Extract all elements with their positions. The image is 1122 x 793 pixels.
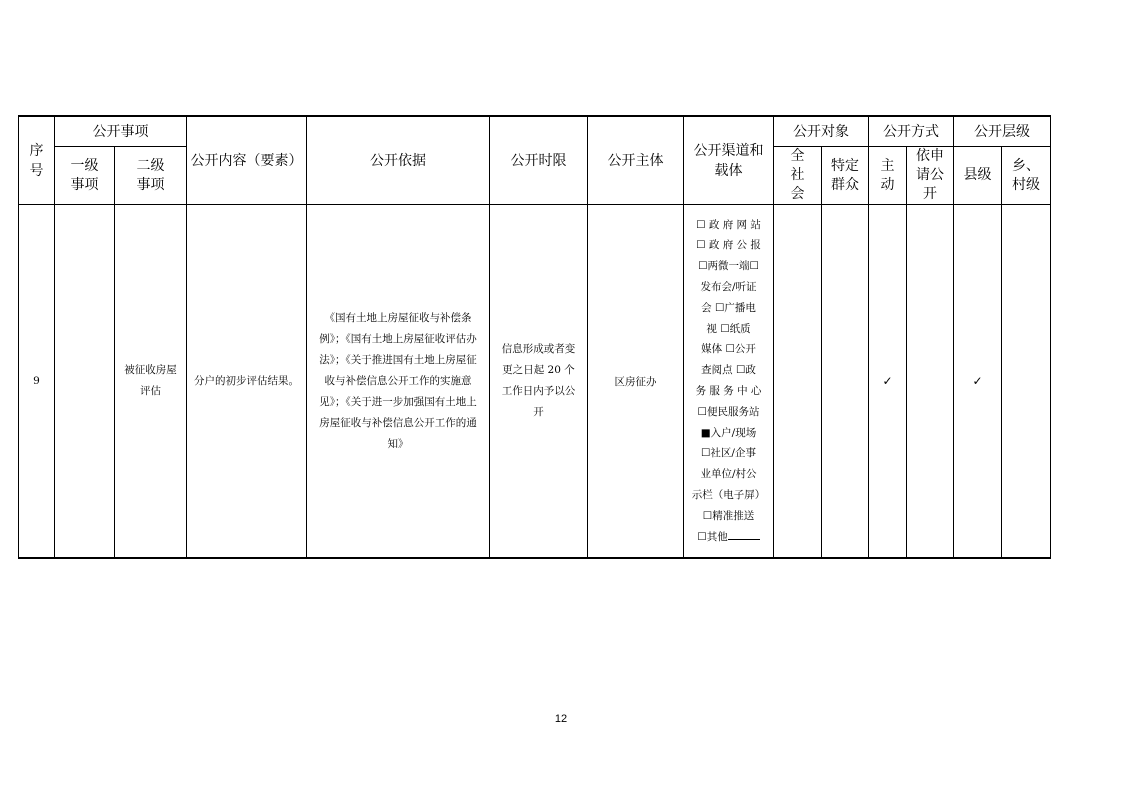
- channel-line: ☐精准推送: [702, 509, 755, 522]
- channel-line: 会 ☐广播电: [701, 301, 756, 314]
- channel-line: ☐ 政 府 网 站: [696, 218, 761, 231]
- row-specific-group: [822, 205, 869, 559]
- disclosure-table: [18, 115, 1051, 559]
- row-county-check: ✓: [954, 205, 1002, 559]
- header-matter-group: 公开事项: [55, 116, 187, 147]
- row-basis: 《国有土地上房屋征收与补偿条例》；《国有土地上房屋征收评估办法》；《关于推进国有土地上房屋征收与补偿信息公开工作的实施意见》；《关于进一步加强国有土地上房屋征收与补偿信息公开工作的通知》: [307, 205, 490, 559]
- header-row-1: [19, 116, 1051, 147]
- row-subject: 区房征办: [588, 205, 684, 559]
- header-county: 县级: [954, 147, 1002, 205]
- row-seq: 9: [19, 205, 55, 559]
- channel-line: ☐便民服务站: [697, 405, 760, 418]
- channel-line: ☐ 政 府 公 报: [696, 239, 761, 252]
- header-content: 公开内容（要素）: [187, 116, 307, 205]
- row-channel: [684, 205, 774, 559]
- page-number: 12: [554, 713, 568, 725]
- header-whole-society: 全社会: [774, 147, 822, 205]
- header-specific-group: 特定群众: [822, 147, 869, 205]
- channel-line: ■入户/现场: [700, 426, 757, 439]
- header-method-group: 公开方式: [869, 116, 954, 147]
- channel-line: 务 服 务 中 心: [695, 385, 762, 397]
- header-target-group: 公开对象: [774, 116, 869, 147]
- header-time-limit: 公开时限: [490, 116, 588, 205]
- channel-line: 媒体 ☐公开: [701, 343, 756, 356]
- header-active: 主动: [869, 147, 907, 205]
- channel-line: 业单位/村公: [700, 468, 757, 481]
- row-on-request: [907, 205, 954, 559]
- row-whole-society: [774, 205, 822, 559]
- channel-line: 查阅点 ☐政: [701, 364, 756, 377]
- channel-line: ☐社区/企事: [701, 447, 756, 460]
- header-on-request: 依申请公开: [907, 147, 954, 205]
- row-time-limit: 信息形成或者变更之日起 20 个工作日内予以公开: [490, 205, 588, 559]
- header-subject: 公开主体: [588, 116, 684, 205]
- header-level1: 一级事项: [55, 147, 115, 205]
- header-seq: 序号: [19, 116, 55, 205]
- row-active-check: ✓: [869, 205, 907, 559]
- channel-line: 发布会/听证: [700, 281, 757, 294]
- header-level2: 二级事项: [115, 147, 187, 205]
- row-level1: [55, 205, 115, 559]
- header-basis: 公开依据: [307, 116, 490, 205]
- row-township: [1002, 205, 1051, 559]
- channel-line: 示栏（电子屏）: [691, 488, 766, 501]
- channel-other: ☐其他: [684, 527, 773, 548]
- channel-line: ☐两微一端☐: [698, 260, 759, 273]
- channel-line: 视 ☐纸质: [706, 322, 751, 335]
- header-channel: 公开渠道和载体: [684, 116, 774, 205]
- header-level-group: 公开层级: [954, 116, 1051, 147]
- row-content: 分户的初步评估结果。: [187, 205, 307, 559]
- channel-list: [684, 215, 773, 527]
- header-township: 乡、村级: [1002, 147, 1051, 205]
- other-blank-line: [728, 527, 760, 540]
- table-row: [19, 205, 1051, 559]
- row-level2: 被征收房屋评估: [115, 205, 187, 559]
